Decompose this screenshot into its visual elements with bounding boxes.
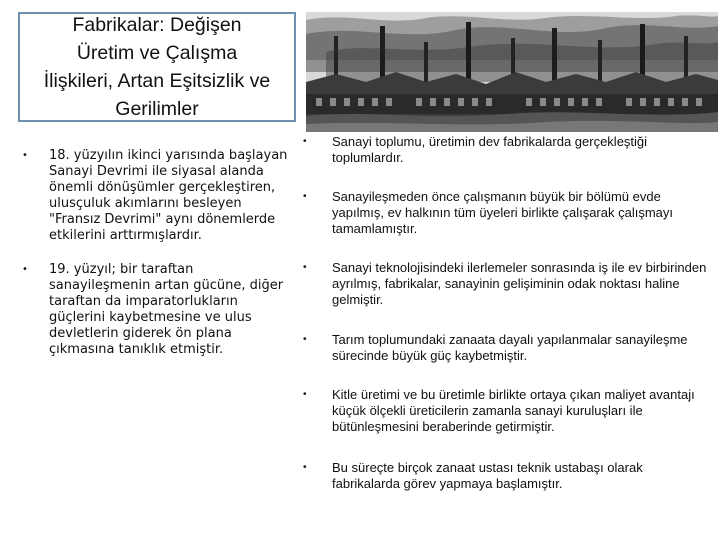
- list-item: [303, 260, 708, 308]
- list-item-text: Sanayi teknolojisindeki ilerlemeler sonrasında iş ile ev birbirinden ayrılmış, fabrikalar, sanayinin gelişiminin odak noktası haline gelmiştir.: [332, 260, 707, 307]
- list-item-text: 19. yüzyıl; bir taraftan sanayileşmenin artan gücüne, diğer taraftan da imparatorlukların güçlerini kaybetmesine ve ulus devletlerin giderek ön plana çıkmasına tanıklık etmiştir.: [49, 262, 284, 357]
- list-item: [22, 148, 294, 244]
- list-item: [303, 460, 708, 492]
- list-item: [22, 262, 294, 358]
- list-item-text: Bu süreçte birçok zanaat ustası teknik ustabaşı olarak fabrikalarda görev yapmaya başlamıştır.: [332, 460, 643, 491]
- list-item-text: Tarım toplumundaki zanaata dayalı yapılanmalar sanayileşme sürecinde büyük güç kaybetmiştir.: [332, 332, 688, 363]
- list-item-text: Sanayi toplumu, üretimin dev fabrikalarda gerçekleştiği toplumlardır.: [332, 134, 648, 165]
- bullet-icon: •: [303, 262, 307, 273]
- bullet-icon: •: [303, 136, 307, 147]
- list-item-text: 18. yüzyılın ikinci yarısında başlayan Sanayi Devrimi ile siyasal alanda önemli dönüşümler gerçekleştiren, ulusçuluk akımlarını besleyen "Fransız Devrimi" aynı dönemlerde etkilerini arttırmışlardır.: [49, 148, 288, 243]
- title-box: [18, 12, 296, 122]
- left-bullet-list: [22, 148, 294, 376]
- title-line: Gerilimler: [115, 98, 199, 120]
- list-item: [303, 134, 708, 166]
- list-item: [303, 332, 708, 364]
- bullet-icon: •: [303, 191, 307, 202]
- right-bullet-list: [303, 134, 708, 492]
- bullet-icon: •: [303, 462, 307, 473]
- slide-title: [44, 11, 270, 123]
- title-line: İlişkileri, Artan Eşitsizlik ve: [43, 70, 271, 92]
- title-line: Fabrikalar: Değişen: [72, 14, 242, 36]
- bullet-icon: •: [22, 264, 28, 275]
- factory-engraving-image: [306, 12, 718, 132]
- list-item-text: Kitle üretimi ve bu üretimle birlikte ortaya çıkan maliyet avantajı küçük ölçekli üreticilerin zamanla sanayi kuruluşları ile bütünleşmesini beraberinde getirmiştir.: [332, 387, 695, 434]
- list-item: [303, 387, 708, 435]
- title-line: Üretim ve Çalışma: [76, 42, 238, 64]
- bullet-icon: •: [303, 389, 307, 400]
- bullet-icon: •: [22, 150, 28, 161]
- list-item: [303, 189, 708, 237]
- list-item-text: Sanayileşmeden önce çalışmanın büyük bir bölümü evde yapılmış, ev halkının tüm üyeleri birlikte çalışarak çalışmayı tamamlamıştır.: [332, 189, 674, 236]
- bullet-icon: •: [303, 334, 307, 345]
